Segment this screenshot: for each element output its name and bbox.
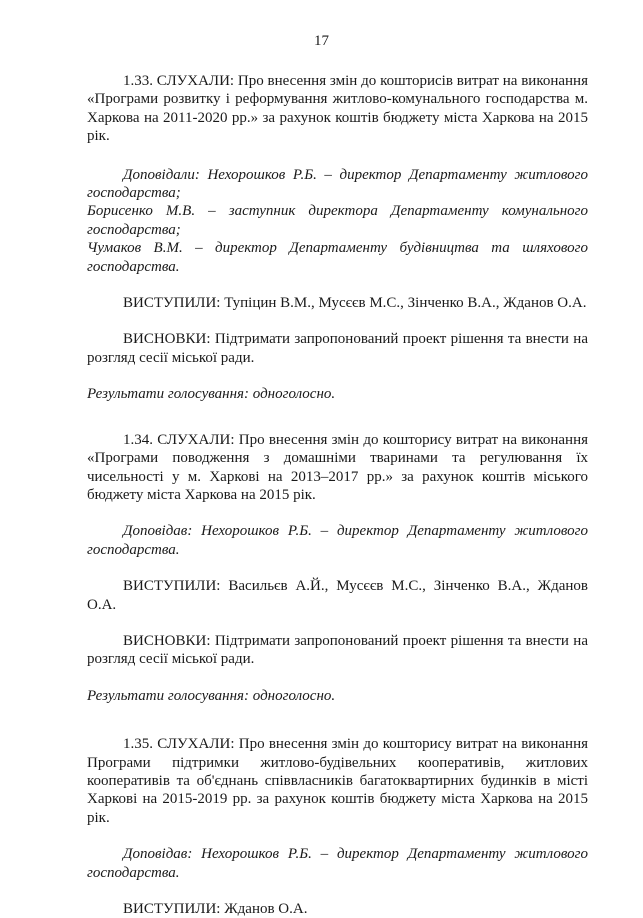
item-134-reporter: Доповідав: Нехорошков Р.Б. – директор Департаменту житлового господарства. [87,523,588,558]
reporter-nekhoroshkov: Нехорошков Р.Б. – директор Департаменту житлового господарства; [87,166,589,202]
item-134-vote: Результати голосування: одноголосно. [87,687,336,704]
item-133-reporter-1 [87,166,588,203]
item-133-conclusion: ВИСНОВКИ: Підтримати запропонований проект рішення та внести на розгляд сесії міської ради. [87,331,588,366]
item-133-spoke: ВИСТУПИЛИ: Тупіцин В.М., Мусєєв М.С., Зінченко В.А., Жданов О.А. [123,295,587,312]
item-133-reporter-3: Чумаков В.М. – директор Департаменту будівництва та шляхового господарства. [87,240,588,275]
item-135-heard: 1.35. СЛУХАЛИ: Про внесення змін до кошторису витрат на виконання Програми підтримки житлово-будівельних кооперативів, житлових кооперативів та об'єднань співвласників багатоквартирних будинків в місті Харкові на 2015-2019 рр. за рахунок коштів бюджету міста Харкова на 2015 рік. [87,736,588,826]
item-133-heard: 1.33. СЛУХАЛИ: Про внесення змін до кошторисів витрат на виконання «Програми розвитку і реформування житлово-комунального господарства м. Харкова на 2011-2020 рр.» за рахунок коштів бюджету міста Харкова на 2015 рік. [87,73,588,145]
document-body [87,72,588,918]
item-135-spoke: ВИСТУПИЛИ: Жданов О.А. [123,901,308,917]
item-133-vote: Результати голосування: одноголосно. [87,386,336,403]
reporters-label: Доповідали: [123,166,200,183]
page-number: 17 [314,33,329,49]
item-133-reporter-2: Борисенко М.В. – заступник директора Департаменту комунального господарства; [87,203,588,238]
item-134-heard: 1.34. СЛУХАЛИ: Про внесення змін до кошторису витрат на виконання «Програми поводження з домашніми тваринами та регулювання їх чисельності у м. Харкові на 2013–2017 рр.» за рахунок коштів міського бюджету міста Харкова на 2015 рік. [87,431,588,503]
item-134-conclusion: ВИСНОВКИ: Підтримати запропонований проект рішення та внести на розгляд сесії міської ради. [87,632,588,668]
item-134-spoke: ВИСТУПИЛИ: Васильєв А.Й., Мусєєв М.С., Зінченко В.А., Жданов О.А. [87,578,588,613]
item-135-reporter: Доповідав: Нехорошков Р.Б. – директор Департаменту житлового господарства. [87,846,588,881]
